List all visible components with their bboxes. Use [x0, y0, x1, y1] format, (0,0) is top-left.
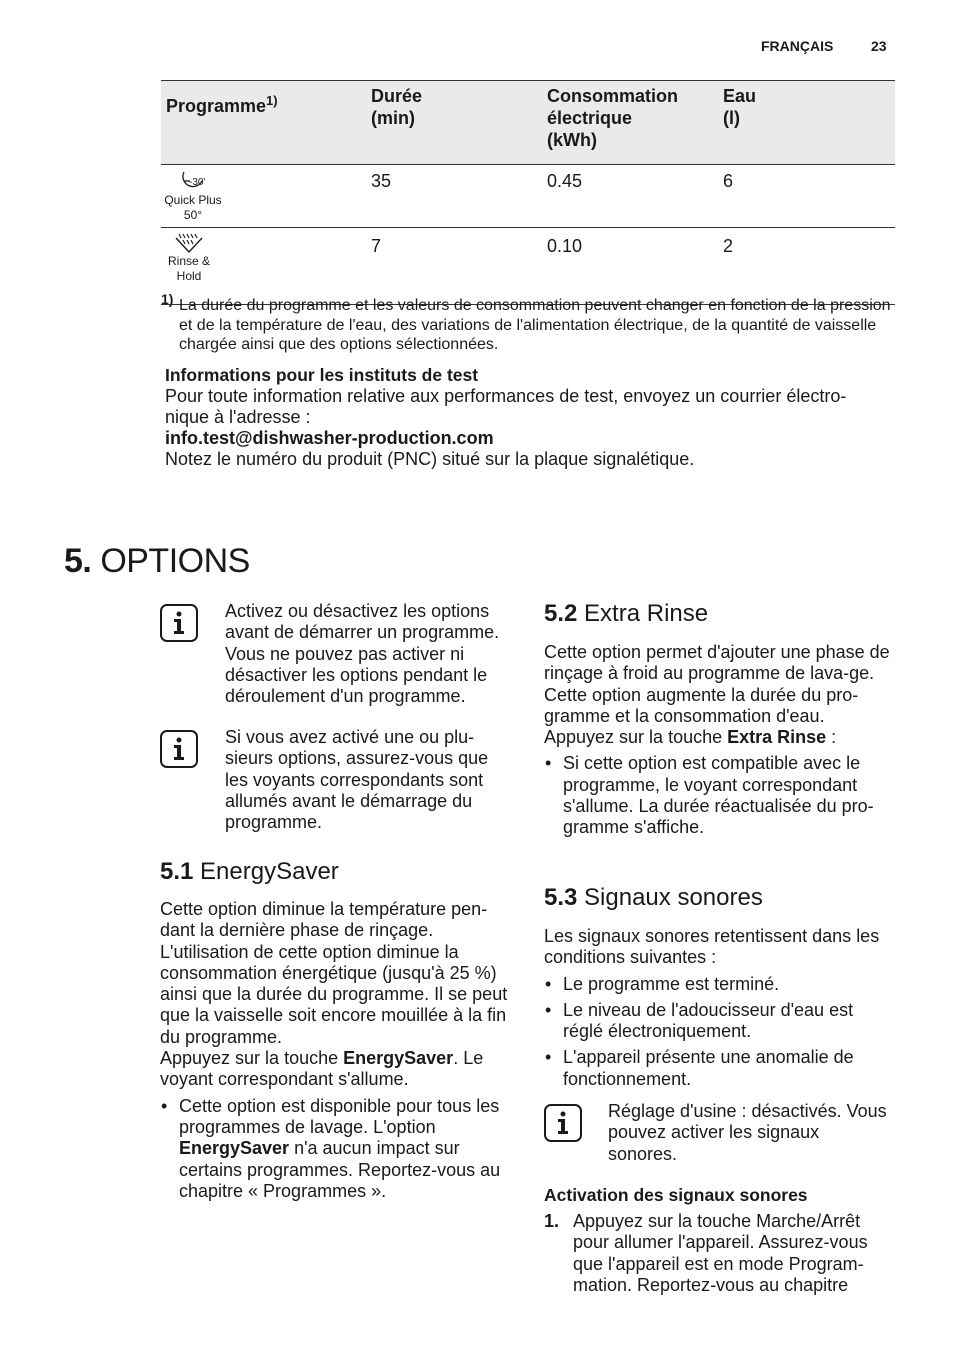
extra-rinse-bullets [544, 753, 894, 838]
extra-rinse-instruction: Appuyez sur la touche Extra Rinse : [544, 727, 837, 748]
test-info-line: Pour toute information relative aux performances de test, envoyez un courrier électro- [165, 386, 847, 406]
energysaver-bullets [160, 1096, 510, 1202]
activation-title: Activation des signaux sonores [544, 1185, 808, 1205]
column-header-water: Eau (l) [723, 86, 757, 128]
energy-cell: 0.10 [547, 236, 583, 256]
test-email[interactable]: info.test@dishwasher-production.com [165, 428, 494, 448]
duration-cell: 7 [371, 236, 382, 256]
page-number: 23 [871, 38, 887, 54]
test-info-note: Notez le numéro du produit (PNC) situé sur la plaque signalétique. [165, 449, 695, 469]
quick-plus-time-label: -30' [189, 177, 206, 188]
energysaver-description: Cette option diminue la température pen-dant la dernière phase de rinçage. L'utilisation de cette option diminue la consommation énergétique (jusqu'à 25 %) ainsi que la durée du programme. Il se peut que la vaisselle soit encore mouillée à la fin du programme. [160, 899, 508, 1047]
footnote-reference: 1) [266, 93, 278, 108]
step-text: Appuyez sur la touche Marche/Arrêt pour allumer l'appareil. Assurez-vous que l'appareil est en mode Program-mation. Reportez-vous au chapitre [573, 1211, 868, 1295]
info-text: Si vous avez activé une ou plu-sieurs options, assurez-vous que les voyants correspondants sont allumés avant le démarrage du programme. [225, 727, 489, 833]
list-item: • Si cette option est compatible avec le programme, le voyant correspondant s'allume. La durée réactualisée du pro-gramme s'affiche. [544, 753, 894, 838]
list-item: • Le niveau de l'adoucisseur d'eau est réglé électroniquement. [544, 1000, 896, 1043]
test-info-block [165, 365, 885, 470]
info-icon [544, 1104, 582, 1142]
table-row [161, 165, 895, 228]
program-name: Rinse & Hold [167, 254, 211, 283]
info-icon [160, 604, 198, 642]
step-number: 1. [544, 1211, 560, 1231]
subsection-heading-5-3: 5.3 Signaux sonores [544, 884, 763, 911]
energysaver-instruction: Appuyez sur la touche EnergySaver. Le voyant correspondant s'allume. [160, 1048, 484, 1090]
subsection-heading-5-2: 5.2 Extra Rinse [544, 600, 709, 627]
footnote-mark: 1) [161, 291, 174, 307]
column-header-programme: Programme$^{1)}$ [166, 93, 278, 116]
rinse-hold-icon [173, 232, 205, 254]
list-item: • L'appareil présente une anomalie de fonctionnement. [544, 1047, 896, 1090]
table-header-row [161, 81, 895, 165]
program-table [161, 80, 895, 305]
header-language: FRANÇAIS [761, 38, 834, 54]
column-header-energy: Consommation électrique (kWh) [547, 86, 679, 150]
info-text: Activez ou désactivez les options avant de démarrer un programme. Vous ne pouvez pas activer ni désactiver les options pendant le déroulement d'un programme. [225, 601, 500, 707]
extra-rinse-description: Cette option permet d'ajouter une phase de rinçage à froid au programme de lava-ge. [544, 642, 890, 684]
extra-rinse-description: Cette option augmente la durée du pro-gramme et la consommation d'eau. [544, 684, 859, 726]
energy-cell: 0.45 [547, 171, 583, 191]
section-heading: 5. OPTIONS [64, 542, 250, 580]
quick-plus-icon [176, 169, 210, 193]
column-header-duration: Durée (min) [371, 86, 423, 128]
extra-rinse-text [544, 642, 894, 839]
test-info-line: nique à l'adresse : [165, 407, 311, 427]
sound-signals-text [544, 926, 896, 1090]
duration-cell: 35 [371, 171, 392, 191]
list-item: • Cette option est disponible pour tous les programmes de lavage. L'option EnergySaver n'a aucun impact sur certains programmes. Reportez-vous au chapitre « Programmes ». [160, 1096, 510, 1202]
test-info-title: Informations pour les instituts de test [165, 365, 479, 385]
sound-signals-bullets [544, 974, 896, 1090]
program-cell [161, 228, 371, 305]
program-name: Quick Plus 50° [164, 193, 222, 222]
table-row [161, 228, 895, 305]
energysaver-text [160, 899, 510, 1202]
subsection-heading-5-1: 5.1 EnergySaver [160, 858, 339, 885]
info-icon [160, 730, 198, 768]
sound-signals-intro: Les signaux sonores retentissent dans les conditions suivantes : [544, 926, 880, 968]
footnote-text: La durée du programme et les valeurs de consommation peuvent changer en fonction de la pression et de la température de l'eau, des variations de l'alimentation électrique, de la quantité de vaisselle chargée ainsi que des options sélectionnées. [179, 297, 891, 353]
water-cell: 6 [723, 171, 734, 191]
info-text: Réglage d'usine : désactivés. Vous pouvez activer les signaux sonores. [608, 1101, 887, 1164]
list-item: • Le programme est terminé. [544, 974, 896, 995]
extra-rinse-key: Extra Rinse [727, 727, 827, 748]
water-cell: 2 [723, 236, 734, 256]
program-cell [161, 165, 371, 228]
energysaver-key: EnergySaver [343, 1048, 454, 1069]
